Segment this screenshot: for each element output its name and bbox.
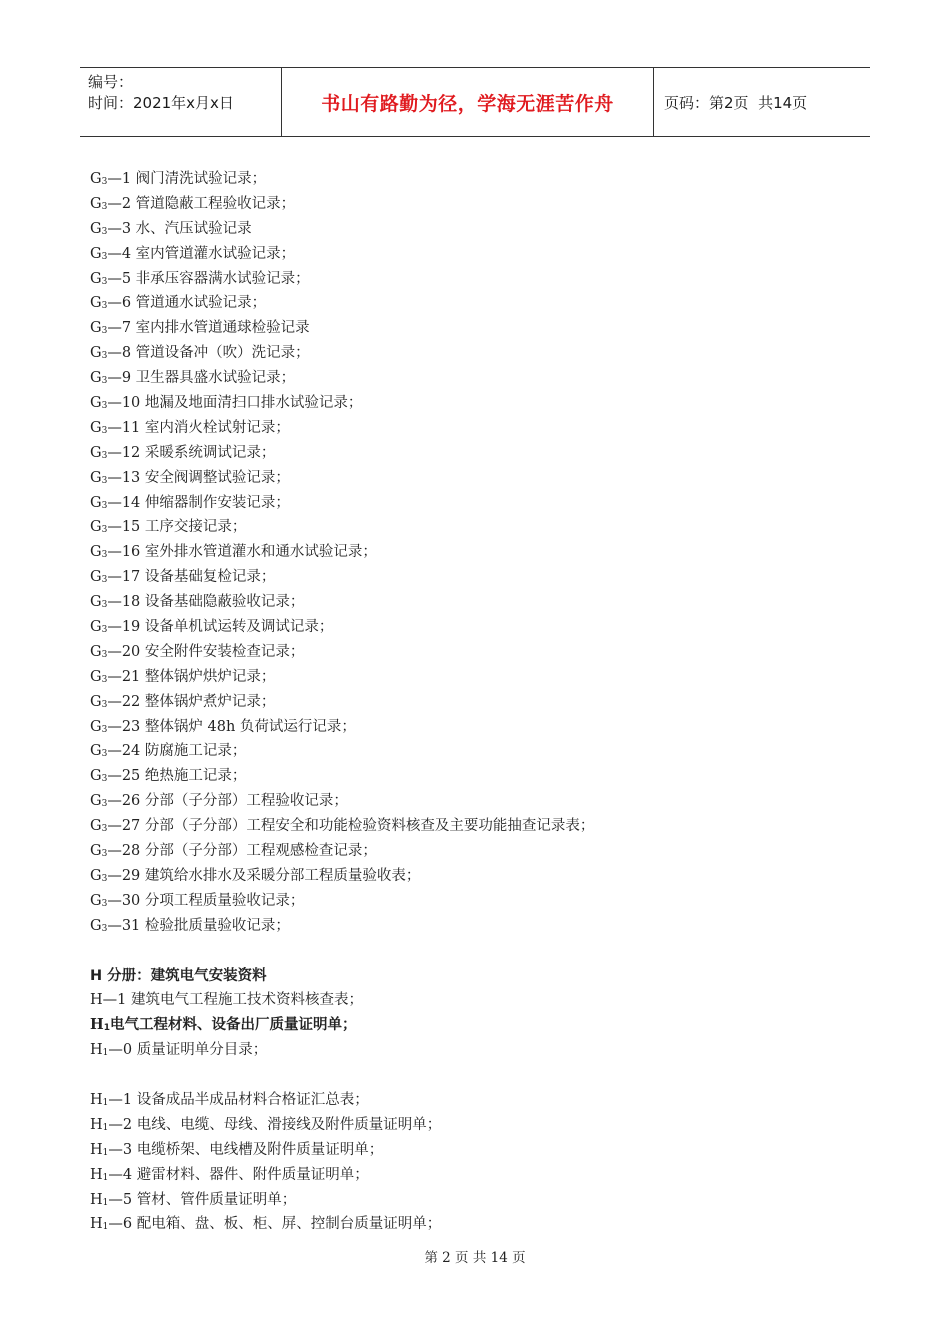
item-text: —10 地漏及地面清扫口排水试验记录； bbox=[107, 395, 363, 412]
item-text: —4 室内管道灌水试验记录； bbox=[107, 245, 296, 262]
item-text: —14 伸缩器制作安装记录； bbox=[107, 494, 290, 511]
header-motto: 书山有路勤为径，学海无涯苦作舟 bbox=[282, 68, 654, 136]
list-item bbox=[90, 366, 870, 391]
item-text: —19 设备单机试运转及调试记录； bbox=[107, 619, 334, 636]
item-code-letter: H bbox=[90, 1116, 103, 1133]
item-text: H 分册：建筑电气安装资料 bbox=[90, 967, 267, 984]
item-code-subscript: 1 bbox=[102, 1048, 109, 1059]
list-item bbox=[90, 1163, 870, 1188]
item-code-letter: G bbox=[90, 619, 102, 636]
list-item bbox=[90, 988, 870, 1013]
item-text: —25 绝热施工记录； bbox=[107, 768, 247, 785]
item-code-letter: G bbox=[90, 917, 102, 934]
item-code-letter: G bbox=[90, 295, 102, 312]
item-text: —2 管道隐蔽工程验收记录； bbox=[107, 195, 296, 212]
item-code-subscript: 3 bbox=[101, 600, 108, 611]
item-code-letter: G bbox=[90, 220, 102, 237]
item-text: —9 卫生器具盛水试验记录； bbox=[107, 370, 296, 387]
item-code-letter: G bbox=[90, 668, 102, 685]
header-left-cell bbox=[80, 68, 282, 136]
item-code-letter: G bbox=[90, 892, 102, 909]
item-code-subscript: 3 bbox=[101, 425, 108, 436]
item-code-subscript: 3 bbox=[101, 923, 108, 934]
list-item bbox=[90, 1088, 870, 1113]
item-text: —8 管道设备冲（吹）洗记录； bbox=[107, 345, 310, 362]
item-code-letter: G bbox=[90, 320, 102, 337]
item-text: —3 电缆桥架、电线槽及附件质量证明单； bbox=[108, 1141, 384, 1158]
item-code-subscript: 1 bbox=[103, 1023, 110, 1034]
list-item bbox=[90, 814, 870, 839]
list-item bbox=[90, 242, 870, 267]
list-item bbox=[90, 590, 870, 615]
item-text: —20 安全附件安装检查记录； bbox=[107, 643, 305, 660]
item-text: —5 管材、管件质量证明单； bbox=[108, 1191, 297, 1208]
item-code-letter: G bbox=[90, 643, 102, 660]
list-item bbox=[90, 914, 870, 939]
item-code-subscript: 3 bbox=[101, 326, 108, 337]
item-code-subscript: 3 bbox=[101, 749, 108, 760]
item-text: —24 防腐施工记录； bbox=[107, 743, 247, 760]
item-code-subscript: 1 bbox=[102, 1197, 109, 1208]
item-code-subscript: 3 bbox=[101, 674, 108, 685]
item-code-letter: G bbox=[90, 793, 102, 810]
item-text: —1 设备成品半成品材料合格证汇总表； bbox=[108, 1091, 369, 1108]
item-code-letter: G bbox=[90, 693, 102, 710]
item-code-letter: G bbox=[90, 245, 102, 262]
item-text: —22 整体锅炉煮炉记录； bbox=[107, 693, 276, 710]
list-item bbox=[90, 665, 870, 690]
list-item bbox=[90, 515, 870, 540]
item-text: —6 配电箱、盘、板、柜、屏、控制台质量证明单； bbox=[108, 1216, 442, 1233]
item-text: —30 分项工程质量验收记录； bbox=[107, 892, 305, 909]
item-code-letter: H bbox=[90, 1016, 104, 1034]
item-code-letter: G bbox=[90, 843, 102, 860]
header-page-info bbox=[654, 68, 870, 136]
item-text: —6 管道通水试验记录； bbox=[107, 295, 267, 312]
item-code-subscript: 3 bbox=[101, 351, 108, 362]
item-code-letter: G bbox=[90, 270, 102, 287]
section-gap bbox=[90, 939, 870, 964]
item-code-subscript: 1 bbox=[102, 1122, 109, 1133]
item-code-subscript: 3 bbox=[101, 475, 108, 486]
item-code-subscript: 3 bbox=[101, 649, 108, 660]
item-code-letter: H bbox=[90, 1091, 103, 1108]
list-item bbox=[90, 1138, 870, 1163]
list-item bbox=[90, 690, 870, 715]
item-code-subscript: 3 bbox=[101, 873, 108, 884]
item-text: —4 避雷材料、器件、附件质量证明单； bbox=[108, 1166, 369, 1183]
item-code-subscript: 3 bbox=[101, 450, 108, 461]
section-gap bbox=[90, 1063, 870, 1088]
item-code-subscript: 3 bbox=[101, 824, 108, 835]
document-date: 时间：2021年x月x日 bbox=[88, 94, 234, 112]
item-code-letter: G bbox=[90, 419, 102, 436]
item-code-letter: H bbox=[90, 1141, 103, 1158]
list-item bbox=[90, 291, 870, 316]
item-code-letter: G bbox=[90, 469, 102, 486]
item-code-letter: G bbox=[90, 867, 102, 884]
list-item bbox=[90, 416, 870, 441]
document-number-label: 编号： bbox=[88, 73, 134, 91]
item-code-subscript: 3 bbox=[101, 525, 108, 536]
page-footer bbox=[0, 1246, 950, 1266]
item-code-letter: H bbox=[90, 1042, 103, 1059]
item-text: —3 水、汽压试验记录 bbox=[107, 220, 252, 237]
section-heading bbox=[90, 1013, 870, 1038]
item-code-subscript: 3 bbox=[101, 276, 108, 287]
item-code-subscript: 1 bbox=[102, 1097, 109, 1108]
item-code-subscript: 3 bbox=[101, 849, 108, 860]
item-code-subscript: 3 bbox=[101, 575, 108, 586]
list-item bbox=[90, 615, 870, 640]
item-text: —15 工序交接记录； bbox=[107, 519, 247, 536]
list-item bbox=[90, 267, 870, 292]
item-code-letter: G bbox=[90, 444, 102, 461]
item-code-letter: G bbox=[90, 395, 102, 412]
list-item bbox=[90, 764, 870, 789]
list-item bbox=[90, 864, 870, 889]
item-code-subscript: 1 bbox=[102, 1222, 109, 1233]
list-item bbox=[90, 491, 870, 516]
item-code-letter: G bbox=[90, 743, 102, 760]
item-code-subscript: 3 bbox=[101, 774, 108, 785]
item-text: —5 非承压容器满水试验记录； bbox=[107, 270, 310, 287]
item-code-subscript: 3 bbox=[101, 724, 108, 735]
item-text: —2 电线、电缆、母线、滑接线及附件质量证明单； bbox=[108, 1116, 442, 1133]
item-code-letter: G bbox=[90, 569, 102, 586]
item-code-subscript: 3 bbox=[101, 550, 108, 561]
list-item bbox=[90, 889, 870, 914]
section-heading bbox=[90, 964, 870, 989]
item-code-letter: G bbox=[90, 594, 102, 611]
item-text: —31 检验批质量验收记录； bbox=[107, 917, 290, 934]
item-code-letter: G bbox=[90, 718, 102, 735]
item-text: —18 设备基础隐蔽验收记录； bbox=[107, 594, 305, 611]
list-item bbox=[90, 441, 870, 466]
item-code-subscript: 3 bbox=[101, 301, 108, 312]
item-code-letter: H bbox=[90, 1216, 103, 1233]
item-text: —11 室内消火栓试射记录； bbox=[107, 419, 290, 436]
list-item bbox=[90, 192, 870, 217]
item-code-letter: G bbox=[90, 818, 102, 835]
item-code-letter: G bbox=[90, 171, 102, 187]
item-code-letter: H bbox=[90, 1191, 103, 1208]
page-header bbox=[80, 67, 870, 137]
footer-page-number: 第 2 页 共 14 页 bbox=[424, 1250, 526, 1266]
item-text: —29 建筑给水排水及采暖分部工程质量验收表； bbox=[107, 867, 421, 884]
list-item bbox=[90, 391, 870, 416]
item-code-letter: G bbox=[90, 519, 102, 536]
item-code-letter: G bbox=[90, 195, 102, 212]
list-item bbox=[90, 1113, 870, 1138]
item-text: —23 整体锅炉 48h 负荷试运行记录； bbox=[107, 718, 356, 735]
list-item bbox=[90, 540, 870, 565]
item-text: —21 整体锅炉烘炉记录； bbox=[107, 668, 276, 685]
item-code-subscript: 3 bbox=[101, 898, 108, 909]
list-item bbox=[90, 715, 870, 740]
item-text: —16 室外排水管道灌水和通水试验记录； bbox=[107, 544, 377, 561]
item-text: —26 分部（子分部）工程验收记录； bbox=[107, 793, 348, 810]
item-text: —17 设备基础复检记录； bbox=[107, 569, 276, 586]
item-code-subscript: 3 bbox=[101, 500, 108, 511]
list-item bbox=[90, 217, 870, 242]
item-text: —13 安全阀调整试验记录； bbox=[107, 469, 290, 486]
list-item bbox=[90, 565, 870, 590]
item-code-subscript: 3 bbox=[101, 799, 108, 810]
item-code-letter: G bbox=[90, 494, 102, 511]
item-code-subscript: 1 bbox=[102, 1147, 109, 1158]
item-code-subscript: 3 bbox=[101, 201, 108, 212]
item-text: —7 室内排水管道通球检验记录 bbox=[107, 320, 310, 337]
list-item bbox=[90, 739, 870, 764]
item-text: —1 建筑电气工程施工技术资料核查表； bbox=[102, 992, 363, 1009]
item-code-subscript: 1 bbox=[102, 1172, 109, 1183]
list-item bbox=[90, 1038, 870, 1063]
item-code-letter: G bbox=[90, 370, 102, 387]
header-page-info-text: 页码：第2页 共14页 bbox=[664, 93, 808, 112]
item-code-subscript: 3 bbox=[101, 625, 108, 636]
list-item bbox=[90, 167, 870, 192]
item-code-letter: G bbox=[90, 544, 102, 561]
item-code-subscript: 3 bbox=[101, 376, 108, 387]
item-code-letter: G bbox=[90, 345, 102, 362]
item-text: —28 分部（子分部）工程观感检查记录； bbox=[107, 843, 377, 860]
item-code-subscript: 3 bbox=[101, 226, 108, 237]
item-code-letter: H bbox=[90, 1166, 103, 1183]
item-code-subscript: 3 bbox=[101, 401, 108, 412]
item-text: —1 阀门清洗试验记录； bbox=[107, 171, 267, 187]
list-item bbox=[90, 640, 870, 665]
item-text: 电气工程材料、设备出厂质量证明单； bbox=[109, 1017, 357, 1034]
list-item bbox=[90, 1212, 870, 1237]
item-code-subscript: 3 bbox=[101, 177, 108, 187]
list-item bbox=[90, 316, 870, 341]
list-item bbox=[90, 839, 870, 864]
item-text: —27 分部（子分部）工程安全和功能检验资料核查及主要功能抽查记录表； bbox=[107, 818, 595, 835]
list-item bbox=[90, 341, 870, 366]
item-code-letter: H bbox=[90, 992, 103, 1009]
list-item bbox=[90, 1188, 870, 1213]
item-code-letter: G bbox=[90, 768, 102, 785]
item-code-subscript: 3 bbox=[101, 251, 108, 262]
list-item bbox=[90, 466, 870, 491]
item-code-subscript: 3 bbox=[101, 699, 108, 710]
list-item bbox=[90, 789, 870, 814]
document-body bbox=[90, 167, 870, 1237]
item-text: —0 质量证明单分目录； bbox=[108, 1042, 268, 1059]
item-text: —12 采暖系统调试记录； bbox=[107, 444, 276, 461]
